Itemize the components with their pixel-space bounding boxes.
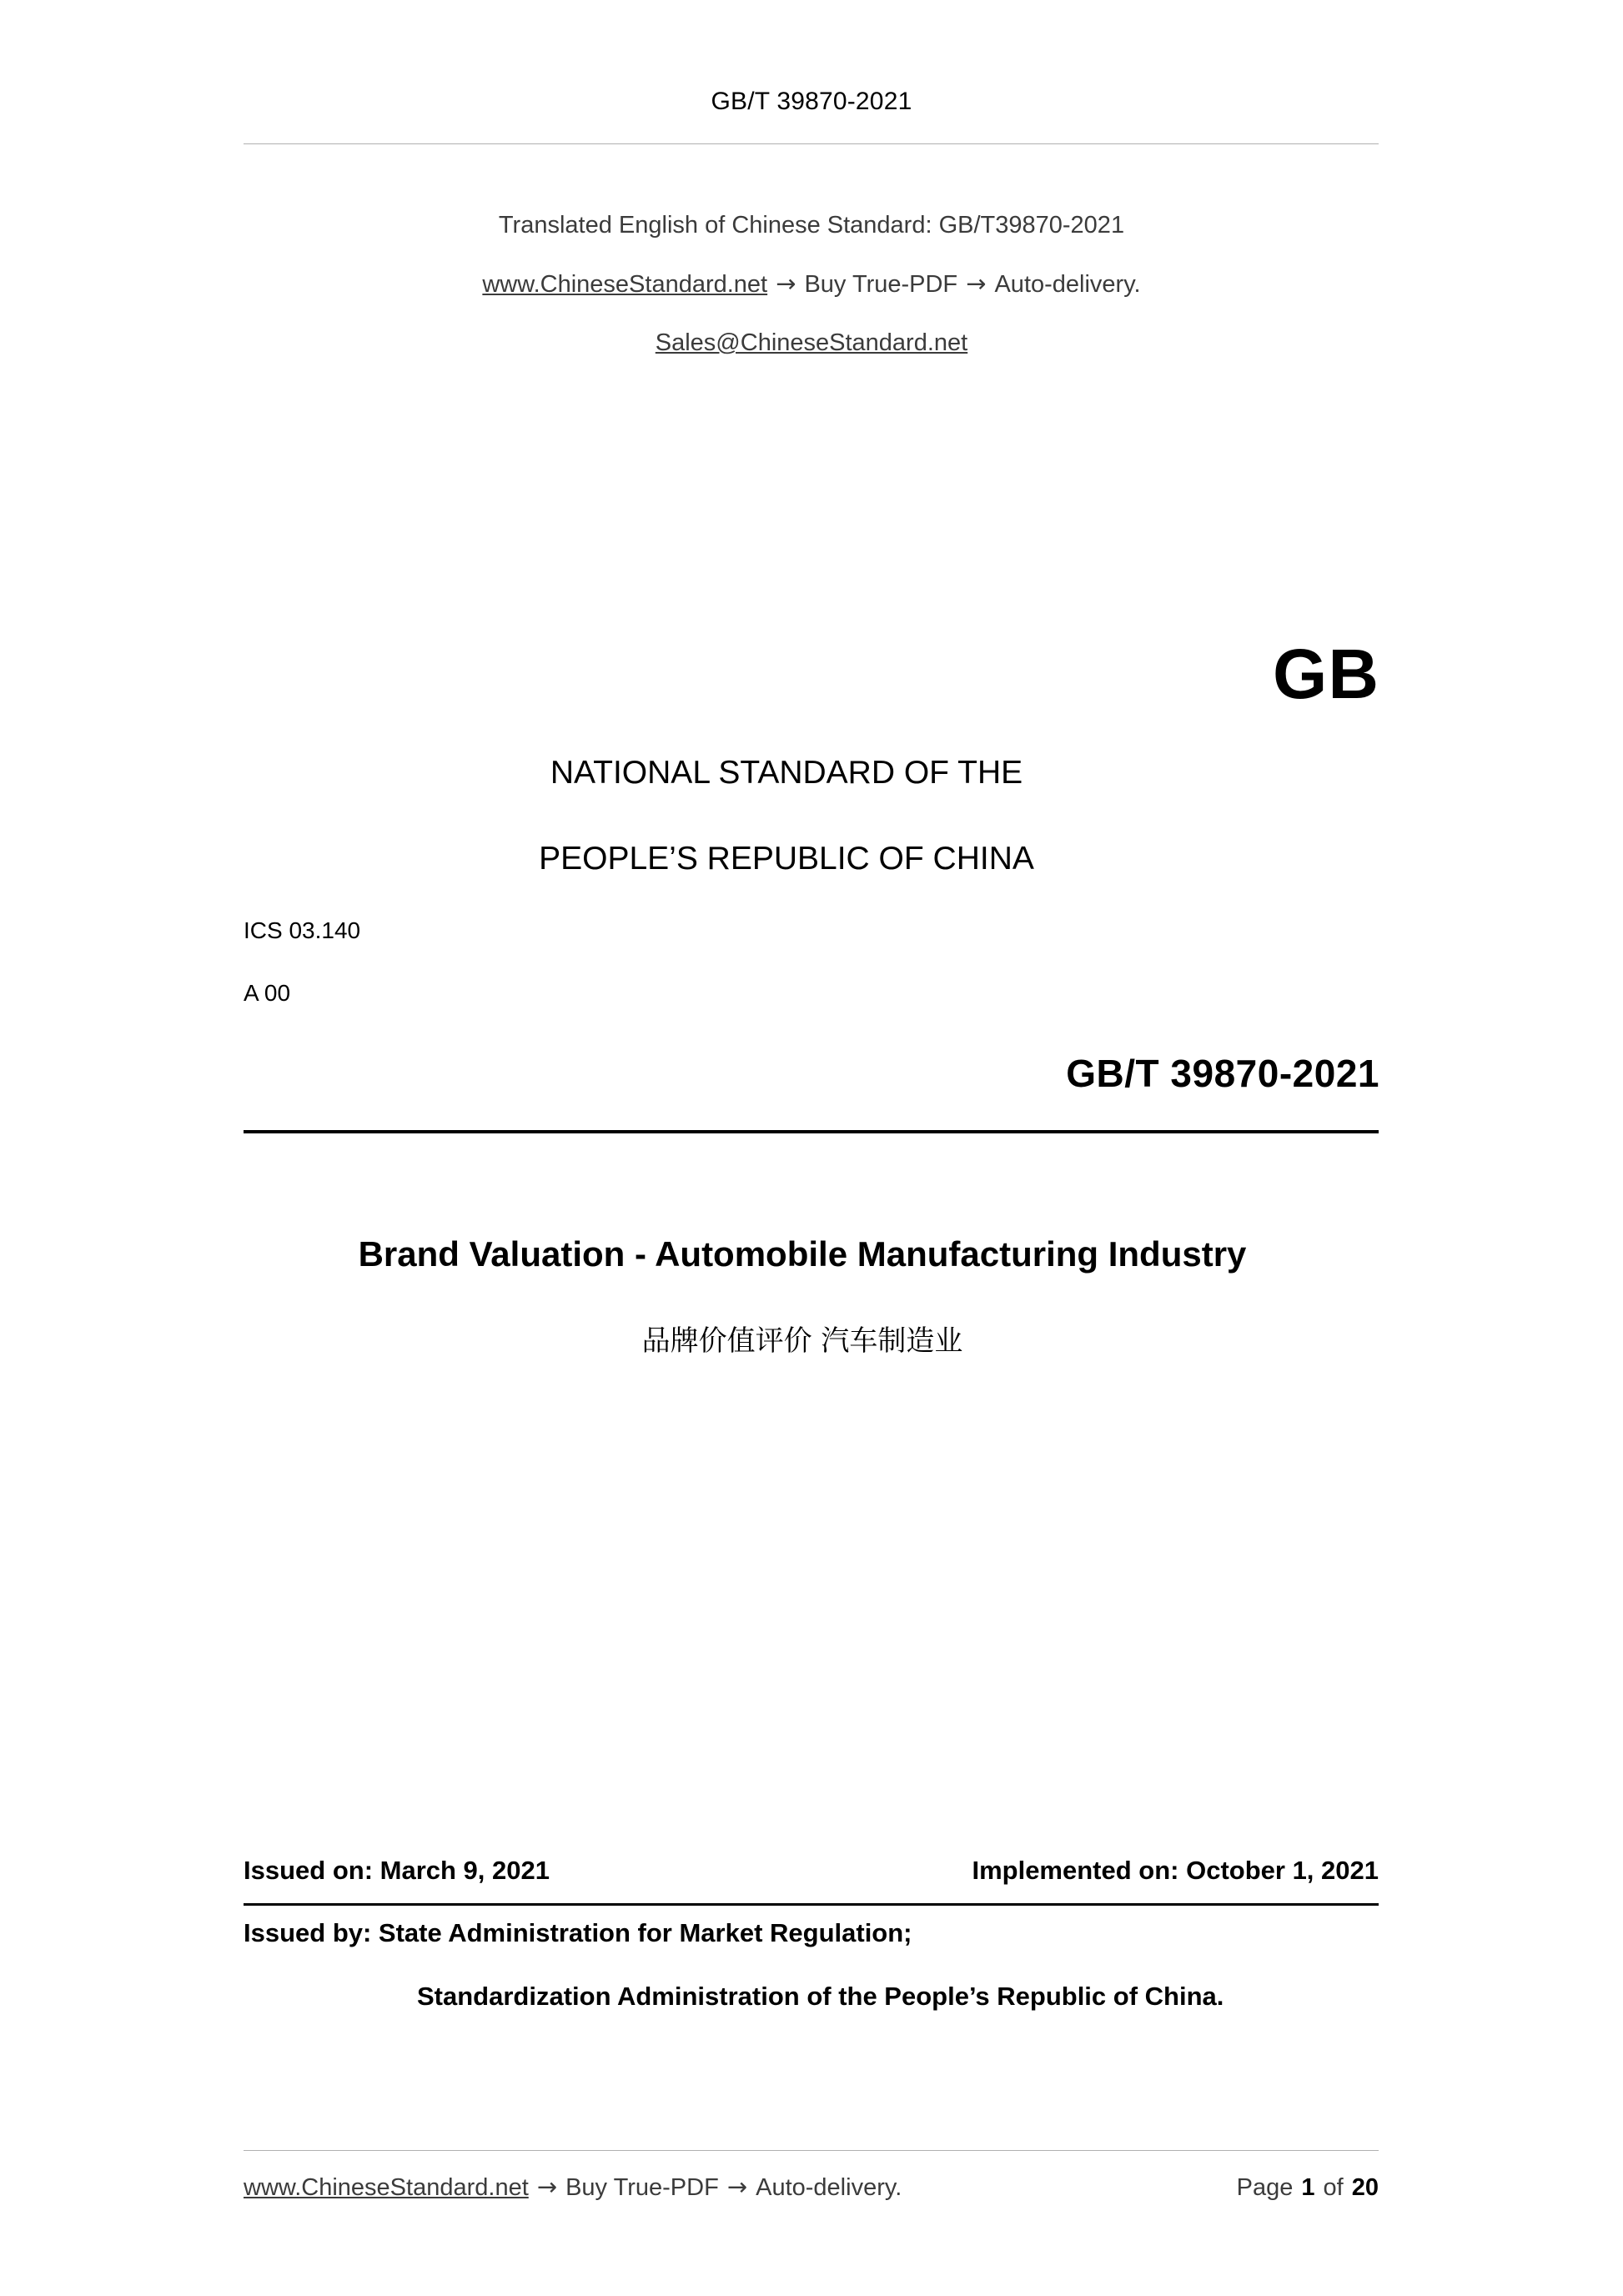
- standard-number: GB/T 39870-2021: [1066, 1052, 1379, 1095]
- document-title-chinese: 品牌价值评价 汽车制造业: [641, 1324, 963, 1358]
- footer-page-label: Page: [1236, 2174, 1294, 2201]
- national-standard-line-1: NATIONAL STANDARD OF THE: [550, 755, 1023, 791]
- footer-promo: [244, 2173, 902, 2202]
- page-header-standard-code: GB/T 39870-2021: [711, 88, 912, 115]
- arrow-right-icon-2: →: [966, 269, 987, 298]
- footer-buy-label: Buy True-PDF: [565, 2174, 719, 2201]
- arrow-right-icon-4: →: [726, 2173, 748, 2201]
- promo-site-link[interactable]: www.ChineseStandard.net: [482, 271, 768, 298]
- classification-code: A 00: [244, 980, 291, 1006]
- footer-pagination: [1237, 2174, 1379, 2202]
- footer-of-label: of: [1323, 2174, 1344, 2201]
- arrow-right-icon: →: [776, 269, 796, 298]
- issued-by-line-2: Standardization Administration of the People’s Republic of China.: [417, 1982, 1224, 2011]
- promo-buy-label: Buy True-PDF: [804, 271, 958, 298]
- promo-block: [0, 196, 1623, 372]
- document-title-english: Brand Valuation - Automobile Manufacturing Industry: [358, 1234, 1247, 1274]
- issue-divider: [244, 1903, 1379, 1906]
- footer-page-number: 1: [1301, 2174, 1315, 2201]
- promo-email-line: [0, 314, 1623, 372]
- implemented-on-label: Implemented on: October 1, 2021: [972, 1856, 1379, 1885]
- promo-purchase-line: [0, 254, 1623, 314]
- issued-by-line-1: Issued by: State Administration for Market Regulation;: [244, 1918, 912, 1947]
- promo-translated-line: Translated English of Chinese Standard: GB/T39870-2021: [498, 212, 1125, 239]
- footer-delivery-label: Auto-delivery.: [756, 2174, 902, 2201]
- header-divider: [244, 143, 1379, 144]
- promo-email-link[interactable]: Sales@ChineseStandard.net: [655, 329, 968, 356]
- footer-page-total: 20: [1351, 2174, 1379, 2201]
- issue-dates-row: [244, 1856, 1379, 1886]
- footer-divider: [244, 2150, 1379, 2151]
- issued-on-label: Issued on: March 9, 2021: [244, 1856, 550, 1885]
- footer-site-link[interactable]: www.ChineseStandard.net: [244, 2174, 529, 2201]
- promo-delivery-label: Auto-delivery.: [994, 271, 1141, 298]
- arrow-right-icon-3: →: [536, 2173, 558, 2201]
- gb-logo-mark: GB: [1273, 635, 1379, 713]
- page-footer: [244, 2173, 1379, 2202]
- title-divider: [244, 1130, 1379, 1133]
- national-standard-line-2: PEOPLE’S REPUBLIC OF CHINA: [539, 841, 1034, 877]
- ics-code: ICS 03.140: [244, 917, 361, 943]
